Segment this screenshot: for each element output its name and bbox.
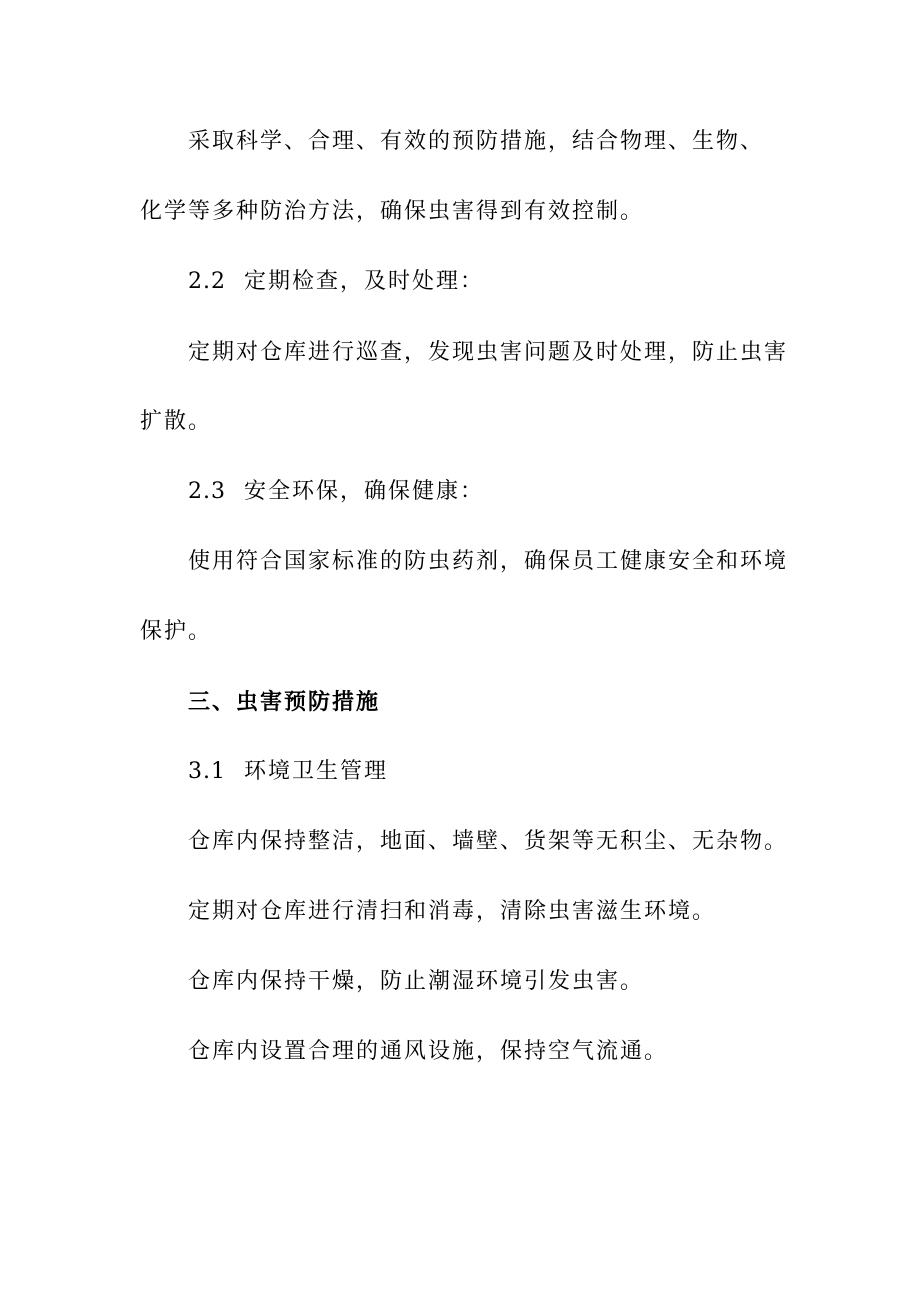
subsection-3-1-title: 环境卫生管理 — [244, 759, 389, 784]
paragraph-2-line-1: 定期对仓库进行巡查，发现虫害问题及时处理，防止虫害 — [188, 340, 789, 365]
subsection-2-3-heading — [188, 477, 484, 507]
subsection-2-3-number: 2.3 — [188, 479, 226, 504]
subsection-2-2-heading — [188, 267, 484, 297]
subsection-3-1-number: 3.1 — [188, 759, 226, 784]
section-3-heading: 三、虫害预防措施 — [188, 689, 381, 715]
list-item: 仓库内设置合理的通风设施，保持空气流通。 — [188, 1039, 669, 1064]
subsection-2-2-title: 定期检查，及时处理： — [244, 269, 485, 294]
paragraph-1-line-1: 采取科学、合理、有效的预防措施，结合物理、生物、 — [188, 129, 765, 154]
paragraph-2-line-2: 扩散。 — [140, 409, 213, 434]
subsection-2-3-title: 安全环保，确保健康： — [244, 479, 485, 504]
paragraph-3-line-1: 使用符合国家标准的防虫药剂，确保员工健康安全和环境 — [188, 549, 789, 574]
list-item: 仓库内保持整洁，地面、墙壁、货架等无积尘、无杂物。 — [188, 829, 789, 854]
list-item: 定期对仓库进行清扫和消毒，清除虫害滋生环境。 — [188, 899, 717, 924]
list-item: 仓库内保持干燥，防止潮湿环境引发虫害。 — [188, 969, 645, 994]
paragraph-1-line-2: 化学等多种防治方法，确保虫害得到有效控制。 — [140, 199, 645, 224]
subsection-3-1-heading — [188, 757, 388, 787]
paragraph-3-line-2: 保护。 — [140, 619, 213, 644]
subsection-2-2-number: 2.2 — [188, 269, 226, 294]
